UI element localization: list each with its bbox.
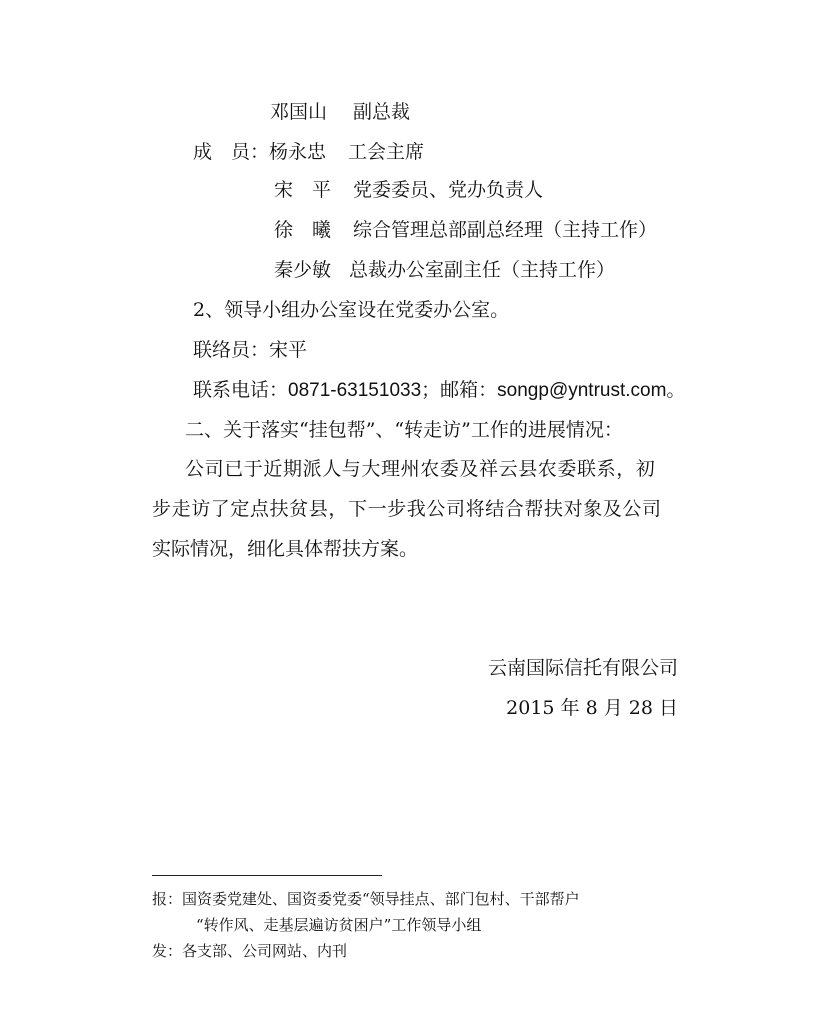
liaison-line [193, 338, 307, 362]
leader-qin [274, 258, 615, 282]
progress-heading: 二、关于落实“挂包帮”、“转走访”工作的进展情况： [185, 419, 623, 441]
leader-name: 杨永忠 [269, 141, 327, 163]
leader-deng [270, 100, 410, 124]
signature-date: 2015 年 8 月 28 日 [506, 697, 678, 719]
footer-report-line-1: 报：国资委党建处、国资委党委“领导挂点、部门包村、干部帮户 [152, 890, 580, 908]
footer-send-line: 发：各支部、公司网站、内刊 [152, 942, 348, 960]
leader-title: 党委委员、党办负责人 [353, 179, 544, 201]
phone-label: 联系电话： [193, 379, 289, 401]
progress-para-line-1: 公司已于近期派人与大理州农委及祥云县农委联系，初 [185, 458, 656, 480]
leader-title: 工会主席 [348, 141, 425, 163]
contact-line [193, 378, 685, 403]
leader-xu [274, 218, 657, 242]
leader-name: 徐 曦 [274, 219, 332, 241]
progress-para-line-3: 实际情况，细化具体帮扶方案。 [152, 538, 419, 560]
liaison-name: 宋平 [269, 339, 308, 361]
leader-title: 综合管理总部副总经理（主持工作） [353, 219, 658, 241]
leader-name: 邓国山 [270, 101, 328, 123]
leader-song [274, 178, 543, 202]
members-label: 成 员： [193, 141, 270, 163]
footer-report-line-2: “转作风、走基层遍访贫困户”工作领导小组 [196, 916, 482, 934]
progress-para-line-2: 步走访了定点扶贫县，下一步我公司将结合帮扶对象及公司 [152, 498, 662, 520]
office-point-2: 2、领导小组办公室设在党委办公室。 [193, 299, 510, 321]
liaison-label: 联络员： [193, 339, 270, 361]
leader-yang [193, 140, 424, 164]
leader-name: 秦少敏 [274, 259, 332, 281]
signature-company: 云南国际信托有限公司 [487, 657, 678, 679]
leader-title: 副总裁 [353, 101, 411, 123]
email-address: songp@yntrust.com [497, 380, 667, 401]
phone-number: 0871-63151033 [288, 380, 422, 401]
footer-divider [152, 875, 382, 876]
leader-name: 宋 平 [274, 179, 332, 201]
email-label: ；邮箱： [421, 379, 498, 401]
email-end: 。 [666, 379, 686, 401]
leader-title: 总裁办公室副主任（主持工作） [349, 259, 616, 281]
